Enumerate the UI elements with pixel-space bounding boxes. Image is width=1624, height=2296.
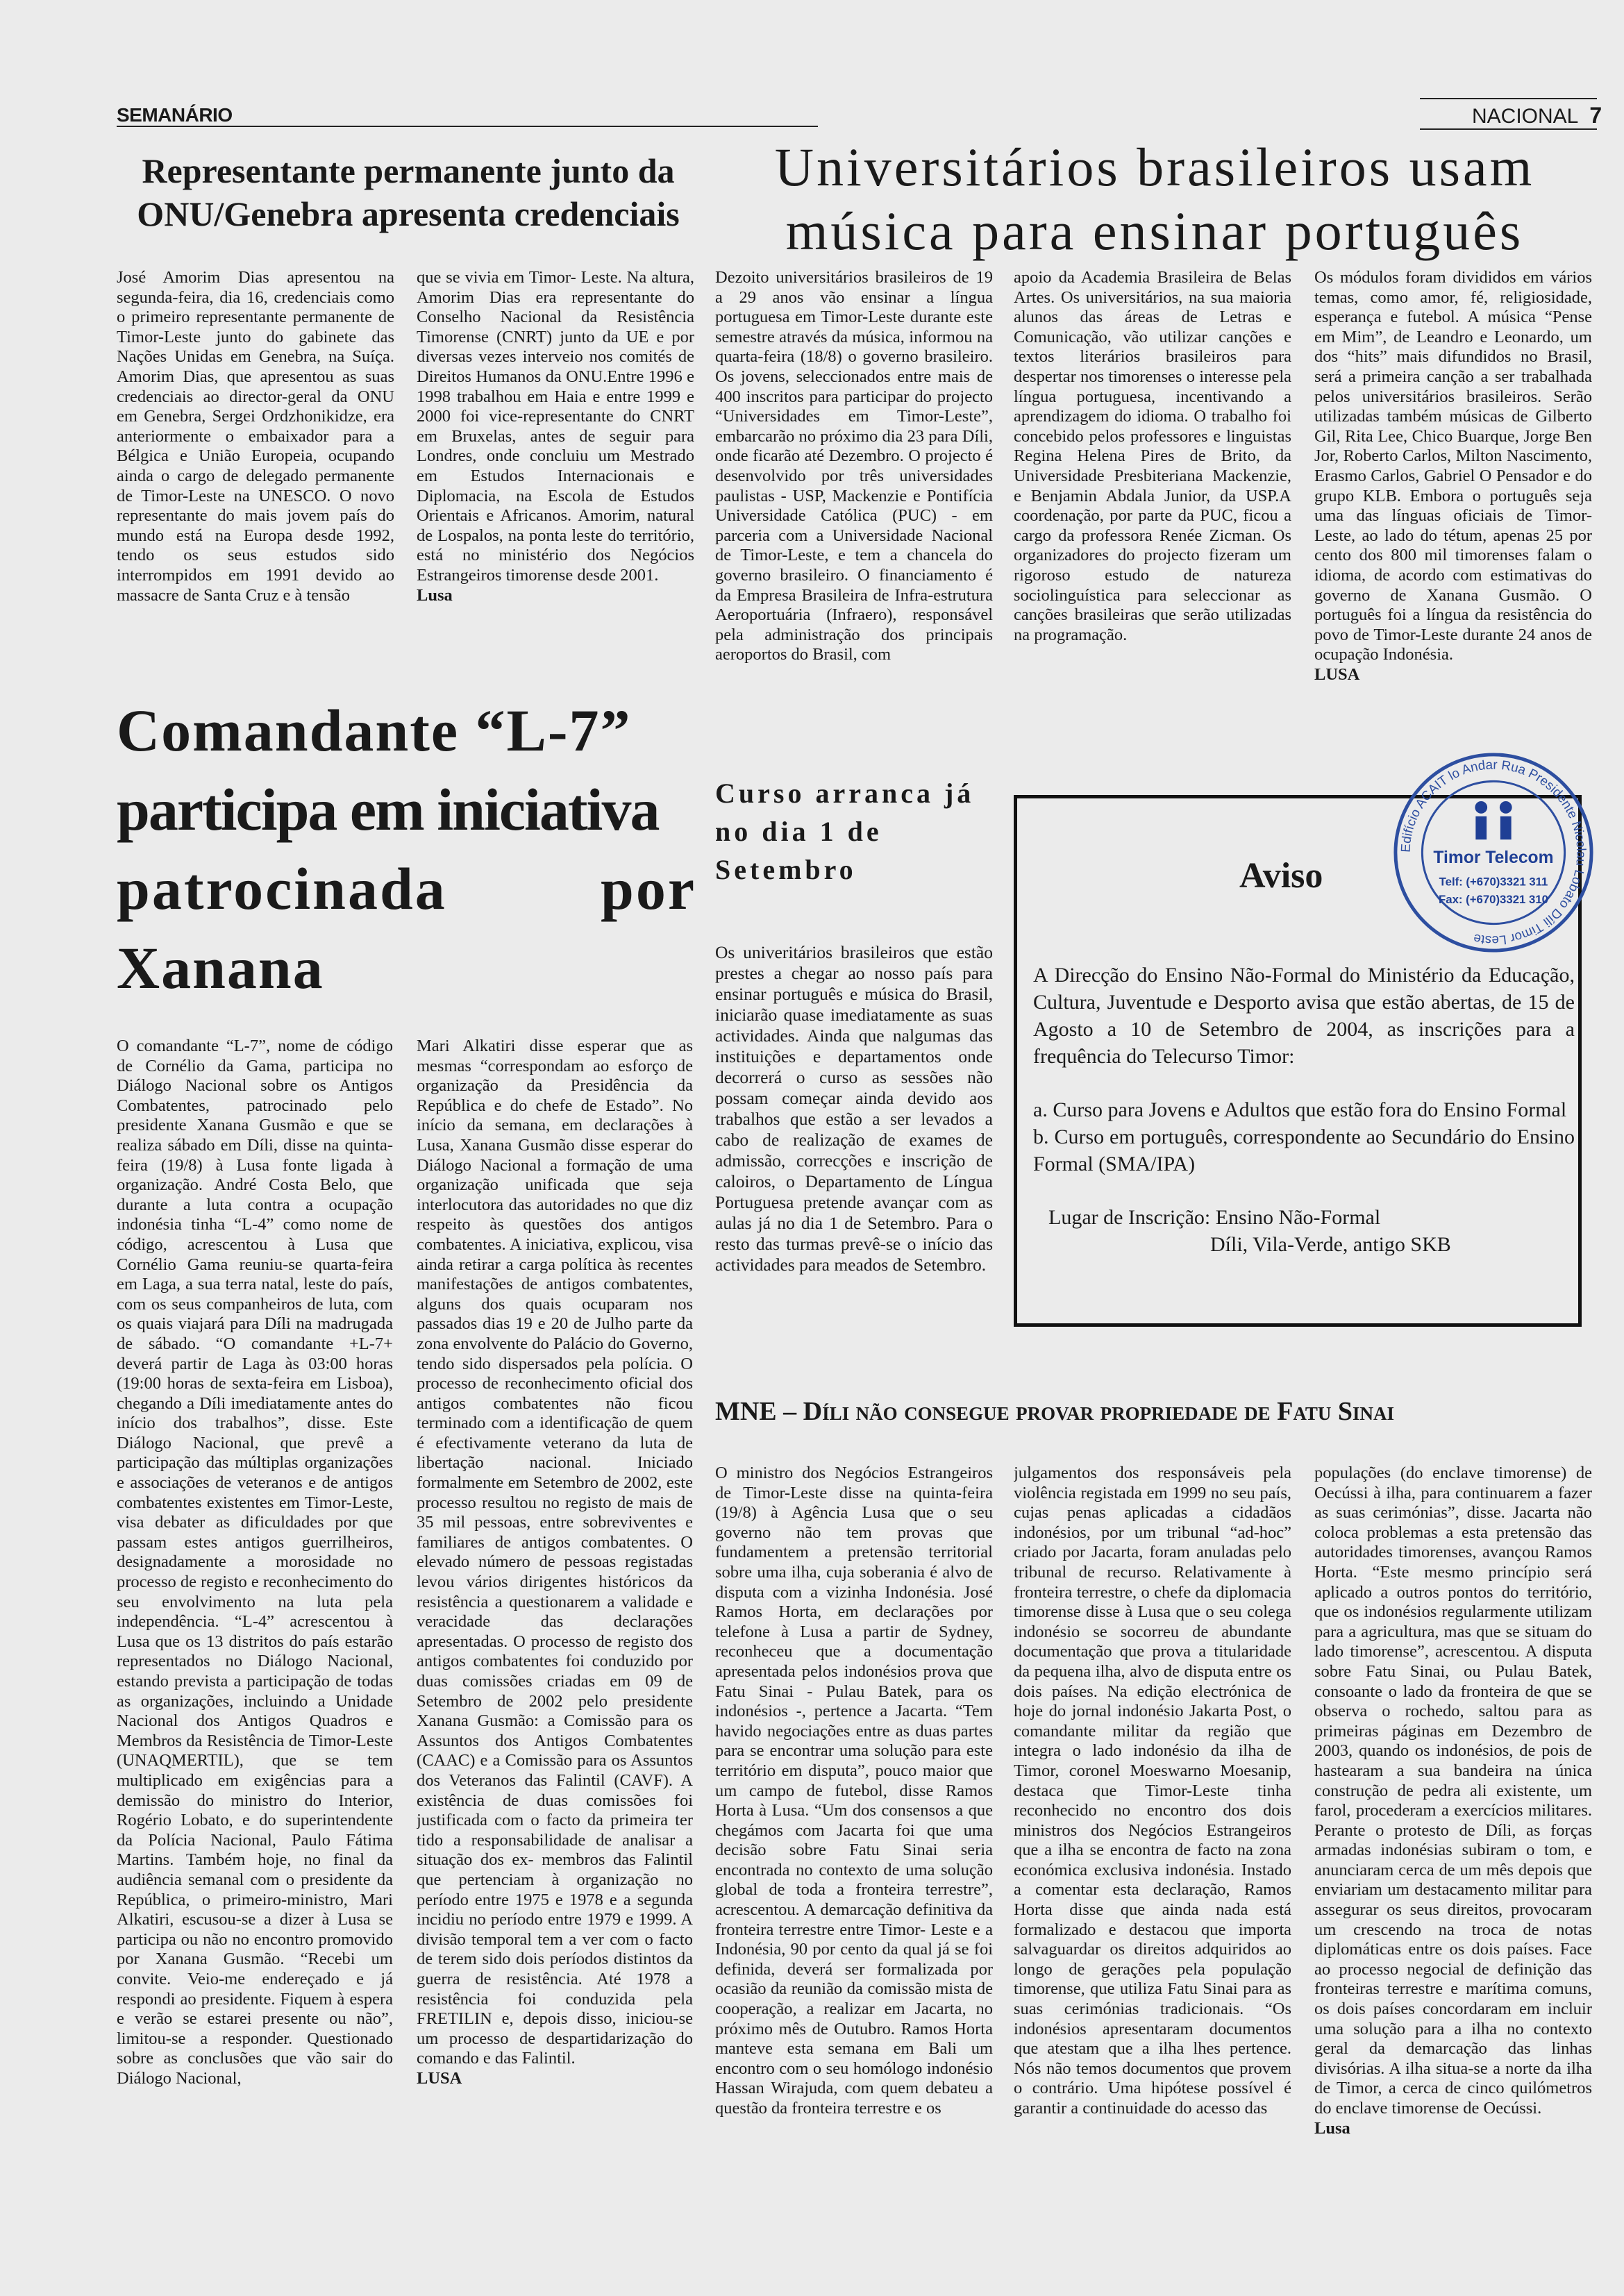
masthead-rule-left bbox=[117, 126, 818, 127]
article2-col2 bbox=[1014, 268, 1291, 740]
article3-headline-line3 bbox=[117, 849, 696, 928]
article5-col2-text: julgamentos dos responsáveis pela violência registada em 1999 no seu país, cujas penas aplicadas a cidadãos indonésios, por um tribunal “ad-hoc” criado por Jacarta, foram anuladas pelo tribunal de recurso. Relativamente à fronteira terrestre, o chefe da diplomacia timorense disse à Lusa que o seu colega indonésio se socorreu de abundante documentação que prova a titularidade da pequena ilha, alvo de disputa entre os dois países. Na edição electrónica de hoje do jornal indonésio Jakarta Post, o comandante militar da região que integra o lado indonésio da ilha de Timor, coronel Moeswarno Moesanip, destaca que Timor-Leste tinha reconhecido no encontro dos dois ministros dos Negócios Estrangeiros que a ilha se encontra de facto na zona económica exclusiva indonésia. Instado a comentar esta declaração, Ramos Horta disse que ainda nada está formalizado e destacou que importa salvaguardar os direitos adquiridos ao longo de gerações pela população timorense, que utiliza Fatu Sinai para as suas cerimónias tradicionais. “Os indonésios apresentaram documentos que atestam que a ilha lhes pertence. Nós não temos documentos que provem o contrário. Uma hipótese possível é garantir a continuidade do acesso das bbox=[1014, 1464, 1291, 2118]
aviso-para1: A Direcção do Ensino Não-Formal do Ministério da Educação, Cultura, Juventude e Desporto avisa que estão abertas, de 15 de Agosto a 10 de Setembro de 2004, as inscrições para a frequência do Telecurso Timor: bbox=[1033, 964, 1575, 1068]
article5-headline bbox=[715, 1391, 1583, 1432]
article1-col2-text: que se vivia em Timor- Leste. Na altura, Amorim Dias era representante do Conselho Nacional da Resistência Timorense (CNRT) junto da UE e por diversas vezes interveio nos comités de Direitos Humanos da ONU.Entre 1996 e 1998 trabalhou em Haia e entre 1999 e 2000 foi vice-representante do CNRT em Bruxelas, antes de seguir para Londres, onde concluiu um Mestrado em Estudos Internacionais e Diplomacia, na Escola de Estudos Orientais e Africanos. Amorim, natural de Lospalos, na ponta leste do território, está no ministério dos Negócios Estrangeiros timorense desde 2001. bbox=[417, 268, 694, 585]
article4-body bbox=[715, 942, 993, 1359]
article2-col1 bbox=[715, 268, 993, 740]
article5-col3-text: populações (do enclave timorense) de Oecússi à ilha, para continuarem a fazer as suas cerimónias”, disse. Jacarta não coloca problemas a esta pretensão das autoridades timorenses, avançou Ramos Horta. “Este mesmo princípio será aplicado a outros pontos do território, que os indonésios regularmente utilizam para a agricultura, mas que se situam do lado timorense”, acrescentou. A disputa sobre Fatu Sinai, ou Pulau Batek, consoante o lado da fronteira de que se observa o rochedo, saltou para as primeiras páginas em Dezembro de 2003, quando os indonésios, de pois de hastearam a sua bandeira na única construção de pedra ali existente, um farol, procederam a exercícios militares. Perante o protesto de Díli, as forças armadas indonésias subiram o tom, e anunciaram cerca de um mês depois que enviariam um destacamento militar para assegurar os seus direitos, provocaram um crescendo na troca de notas diplomáticas entre os dois países. Face ao processo negocial de definição das fronteiras terrestre e marítima comuns, os dois países concordaram em incluir uma solução para a ilha no contexto geral da demarcação das linhas divisórias. A ilha situa-se a norte da ilha de Timor, a cerca de cinco quilómetros do enclave timorense de Oecússi. bbox=[1314, 1464, 1592, 2118]
timor-telecom-stamp bbox=[1391, 750, 1596, 955]
article5-headline-rest: Díli não consegue provar propriedade de Fatu Sinai bbox=[803, 1397, 1395, 1426]
article1-col1 bbox=[117, 268, 394, 636]
article3-headline-line3b: por bbox=[601, 855, 696, 922]
aviso-item-b: b. Curso em português, correspondente ao Secundário do Ensino Formal (SMA/IPA) bbox=[1033, 1125, 1575, 1175]
article2-col2-text: apoio da Academia Brasileira de Belas Artes. Os universitários, na sua maioria alunos das áreas de Letras e Comunicação, vão utilizar canções e textos literários brasileiros para despertar nos timorenses o interesse pela língua portuguesa, incentivando a aprendizagem do idioma. O trabalho foi concebido pelos professores e linguistas Regina Helena Pires de Brito, da Universidade Presbiteriana Mackenzie, e Benjamin Abdala Junior, da USP.A coordenação, por parte da PUC, ficou a cargo da professora Renée Zicman. Os organizadores do projecto fizeram um rigoroso estudo de natureza sociolinguística para seleccionar as canções brasileiras que serão utilizadas na programação. bbox=[1014, 268, 1291, 644]
article4-headline: Curso arranca já no dia 1 de Setembro bbox=[715, 778, 975, 885]
article3-headline-line3a: patrocinada bbox=[117, 855, 447, 922]
article1-col2 bbox=[417, 268, 694, 636]
article5-col1 bbox=[715, 1464, 993, 2199]
aviso-item-a: a. Curso para Jovens e Adultos que estão fora do Ensino Formal bbox=[1033, 1098, 1567, 1121]
article1-signature: Lusa bbox=[417, 585, 453, 605]
masthead-rule-right bbox=[1420, 98, 1597, 99]
article5-headline-prefix: MNE – bbox=[715, 1397, 803, 1426]
article2-col3-text: Os módulos foram divididos em vários temas, como amor, fé, religiosidade, esperança e futebol. A música “Pense em Mim”, de Leandro e Leonardo, um dos “hits” mais difundidos no Brasil, será a primeira canção a ser trabalhada pelos universitários brasileiros. Serão utilizadas também músicas de Gilberto Gil, Rita Lee, Chico Buarque, Jorge Ben Jor, Roberto Carlos, Milton Nascimento, Erasmo Carlos, Gabriel O Pensador e do grupo KLB. Embora o português seja uma das línguas oficiais de Timor- Leste, ao lado do tétum, apenas 25 por cento dos 800 mil timorenses falam o idioma, de acordo com estimativas do governo de Xanana Gusmão. O português foi a língua da resistência do povo de Timor-Leste durante 24 anos de ocupação Indonésia. bbox=[1314, 268, 1592, 664]
stamp-ring-text: Edifício ACAIT lo Andar Rua Presidente Nicolau Lobato Díli Timor Leste bbox=[1398, 757, 1589, 948]
page-number: 7 bbox=[1589, 103, 1602, 128]
article3-col2-text: Mari Alkatiri disse esperar que as mesmas “correspondam ao esforço de organização da Presidência da República e do chefe de Estado”. No início da semana, em declarações à Lusa, Xanana Gusmão disse esperar do Diálogo Nacional a formação de uma organização unificada que seja interlocutora das autoridades no que diz respeito às questões dos antigos combatentes. A iniciativa, explicou, visa ainda retirar a carga política às recentes manifestações de antigos combatentes, alguns dos quais ocuparam nos passados dias 19 e 20 de Julho parte da zona envolvente do Palácio do Governo, tendo sido dispersados pela polícia. O processo de reconhecimento oficial dos antigos combatentes não ficou terminado com a identificação de quem é efectivamente veterano da luta de libertação nacional. Iniciado formalmente em Setembro de 2002, este processo resultou no registo de mais de 35 mil pessoas, entre sobreviventes e familiares de antigos combatentes. O elevado número de pessoas registadas levou vários dirigentes históricos da resistência a questionarem a validade e veracidade das declarações apresentadas. O processo de registo dos antigos combatentes foi conduzido por duas comissões criadas em 09 de Setembro de 2002 pelo presidente Xanana Gusmão: a Comissão para os Assuntos dos Antigos Combatentes (CAAC) e a Comissão para os Assuntos dos Veteranos das Falintil (CAVF). A existência de duas comissões foi justificada com o facto da primeira ter tido a responsabilidade de analisar a situação dos ex- membros das Falintil que pertenciam à organização no período entre 1975 e 1978 e a segunda incidiu no período entre 1979 e 1999. A divisão temporal tem a ver com o facto de terem sido dois períodos distintos da guerra de resistência. Até 1978 a resistência foi conduzida pela FRETILIN e, depois disso, iniciou-se um processo de despartidarização do comando e das Falintil. bbox=[417, 1037, 693, 2068]
article1-headline: Representante permanente junto da ONU/Genebra apresenta credenciais bbox=[137, 151, 680, 233]
article5-col3 bbox=[1314, 1464, 1592, 2199]
article1-col1-text: José Amorim Dias apresentou na segunda-feira, dia 16, credenciais como o primeiro representante permanente de Timor-Leste junto do gabinete das Nações Unidas em Genebra, na Suíça. Amorim Dias, que apresentou as suas credenciais ao director-geral da ONU em Genebra, Sergei Ordzhonikidze, era anteriormente o embaixador para a Bélgica e União Europeia, ocupando ainda o cargo de delegado permanente de Timor-Leste na UNESCO. O novo representante do mais jovem país do mundo está na Europa desde 1992, tendo os seus estudos sido interrompidos em 1991 devido ao massacre de Santa Cruz e à tensão bbox=[117, 268, 394, 605]
stamp-tel: Telf: (+670)3321 311 bbox=[1439, 875, 1548, 889]
masthead-section bbox=[1472, 103, 1602, 128]
article5-col2 bbox=[1014, 1464, 1291, 2199]
article2-headline: Universitários brasileiros usam música para ensinar português bbox=[774, 137, 1535, 261]
article3-headline-line2: participa em iniciativa bbox=[117, 776, 659, 843]
aviso-title: Aviso bbox=[1239, 856, 1323, 896]
article3-col2 bbox=[417, 1037, 693, 2196]
article3-signature: LUSA bbox=[417, 2068, 462, 2088]
masthead-rule-bottom-right bbox=[1420, 128, 1597, 130]
article2-col3 bbox=[1314, 268, 1592, 740]
article3-headline bbox=[117, 691, 696, 1007]
aviso-text bbox=[1033, 962, 1575, 1258]
article5-col1-text: O ministro dos Negócios Estrangeiros de Timor-Leste disse na quinta-feira (19/8) à Agência Lusa que o seu governo não tem provas que fundamentem a pretensão territorial sobre uma ilha, cuja soberania é alvo de disputa com a vizinha Indonésia. José Ramos Horta, em declarações por telefone à Lusa a partir de Sydney, reconheceu que a documentação apresentada pelos indonésios prova que Fatu Sinai - Pulau Batek, para os indonésios -, pertence a Jacarta. “Tem havido negociações entre as duas partes para se encontrar uma solução para este território em disputa”, pouco maior que um campo de futebol, disse Ramos Horta à Lusa. “Um dos consensos a que chegámos com Jacarta foi que uma decisão sobre Fatu Sinai seria encontrada no contexto de uma solução global de toda a fronteira terrestre”, acrescentou. A demarcação definitiva da fronteira terrestre entre Timor- Leste e a Indonésia, 90 por cento da qual já se foi definida, deverá ser formalizada por ocasião da reunião da comissão mista de cooperação, a realizar em Jacarta, no próximo mês de Outubro. Ramos Horta manteve esta semana em Bali um encontro com o seu homólogo indonésio Hassan Wirajuda, com quem debateu a questão da fronteira terrestre e os bbox=[715, 1464, 993, 2118]
article3-col1-text: O comandante “L-7”, nome de código de Cornélio da Gama, participa no Diálogo Nacional sobre os Antigos Combatentes, patrocinado pelo presidente Xanana Gusmão e que se realiza sábado em Díli, disse na quinta-feira (19/8) à Lusa fonte ligada à organização. André Costa Belo, que durante a luta contra a ocupação indonésia tinha “L-4” como nome de código, acrescentou à Lusa que Cornélio Gama reuniu-se quarta-feira em Laga, a sua terra natal, leste do país, com os seus companheiros de luta, com os quais viajará para Díli na madrugada de sábado. “O comandante +L-7+ deverá partir de Laga às 03:00 horas (19:00 horas de sexta-feira em Lisboa), chegando a Díli imediatamente antes do início dos trabalhos”, disse. Este Diálogo Nacional, que prevê a participação das múltiplas organizações e associações de veteranos e de antigos combatentes existentes em Timor-Leste, visa debater as dificuldades por que passam estes antigos guerrilheiros, designadamente a morosidade no processo de registo e reconhecimento do seu envolvimento na luta pela independência. “L-4” acrescentou à Lusa que os 13 distritos do país estarão representados no Diálogo Nacional, estando prevista a participação de todas as organizações, incluindo a Unidade Nacional dos Antigos Quadros e Membros da Resistência de Timor-Leste (UNAQMERTIL), que se tem multiplicado em exigências para a demissão do ministro do Interior, Rogério Lobato, e do superintendente da Polícia Nacional, Paulo Fátima Martins. Também hoje, no final da audiência semanal com o presidente da República, o primeiro-ministro, Mari Alkatiri, escusou-se a dizer à Lusa se participa ou não no encontro promovido por Xanana Gusmão. “Recebi um convite. Veio-me endereçado e já respondi ao presidente. Fiquem à espera e verão se estarei presente ou não”, limitou-se a responder. Questionado sobre as conclusões que vão sair do Diálogo Nacional, bbox=[117, 1037, 393, 2088]
article4-body-text: Os univeritários brasileiros que estão prestes a chegar ao nosso país para ensinar português e música do Brasil, iniciarão quase imediatamente as suas actividades. Ainda que nalgumas das instituições e departamentos onde decorrerá o curso as sessões não possam começar ainda devido aos trabalhos que estão a ser levados a cabo de realização de exames de admissão, correcções e inscrição de caloiros, o Departamento de Língua Portuguesa pretende avançar com as aulas já no dia 1 de Setembro. Para o resto das turmas prevê-se o início das actividades para meados de Setembro. bbox=[715, 942, 993, 1275]
aviso-lugar-line2: Díli, Vila-Verde, antigo SKB bbox=[1210, 1233, 1451, 1256]
stamp-brand: Timor Telecom bbox=[1433, 848, 1554, 867]
timor-telecom-logo-icon bbox=[1475, 801, 1512, 839]
masthead-publication: SEMANÁRIO bbox=[117, 104, 233, 126]
article5-signature: Lusa bbox=[1314, 2118, 1350, 2138]
article2-col1-text: Dezoito universitários brasileiros de 19 a 29 anos vão ensinar a língua portuguesa em Timor-Leste durante este semestre através da música, informou na quarta-feira (18/8) o governo brasileiro. Os jovens, seleccionados entre mais de 400 inscritos para participar do projecto “Universidades em Timor-Leste”, embarcarão no próximo dia 23 para Díli, onde ficarão até Dezembro. O projecto é desenvolvido por três universidades paulistas - USP, Mackenzie e Pontifícia Universidade Católica (PUC) - em parceria com a Universidade Nacional de Timor-Leste, e tem a chancela do governo brasileiro. O financiamento é da Empresa Brasileira de Infra-estrutura Aeroportuária (Infraero), responsável pela administração dos principais aeroportos do Brasil, com bbox=[715, 268, 993, 664]
stamp-fax: Fax: (+670)3321 310 bbox=[1439, 893, 1548, 907]
article2-signature: LUSA bbox=[1314, 664, 1360, 684]
article3-headline-line4: Xanana bbox=[117, 935, 324, 1001]
section-name: NACIONAL bbox=[1472, 105, 1579, 128]
aviso-lugar-line1: Lugar de Inscrição: Ensino Não-Formal bbox=[1048, 1206, 1381, 1229]
article3-headline-line1: Comandante “L-7” bbox=[117, 697, 632, 764]
article3-col1 bbox=[117, 1037, 393, 2196]
